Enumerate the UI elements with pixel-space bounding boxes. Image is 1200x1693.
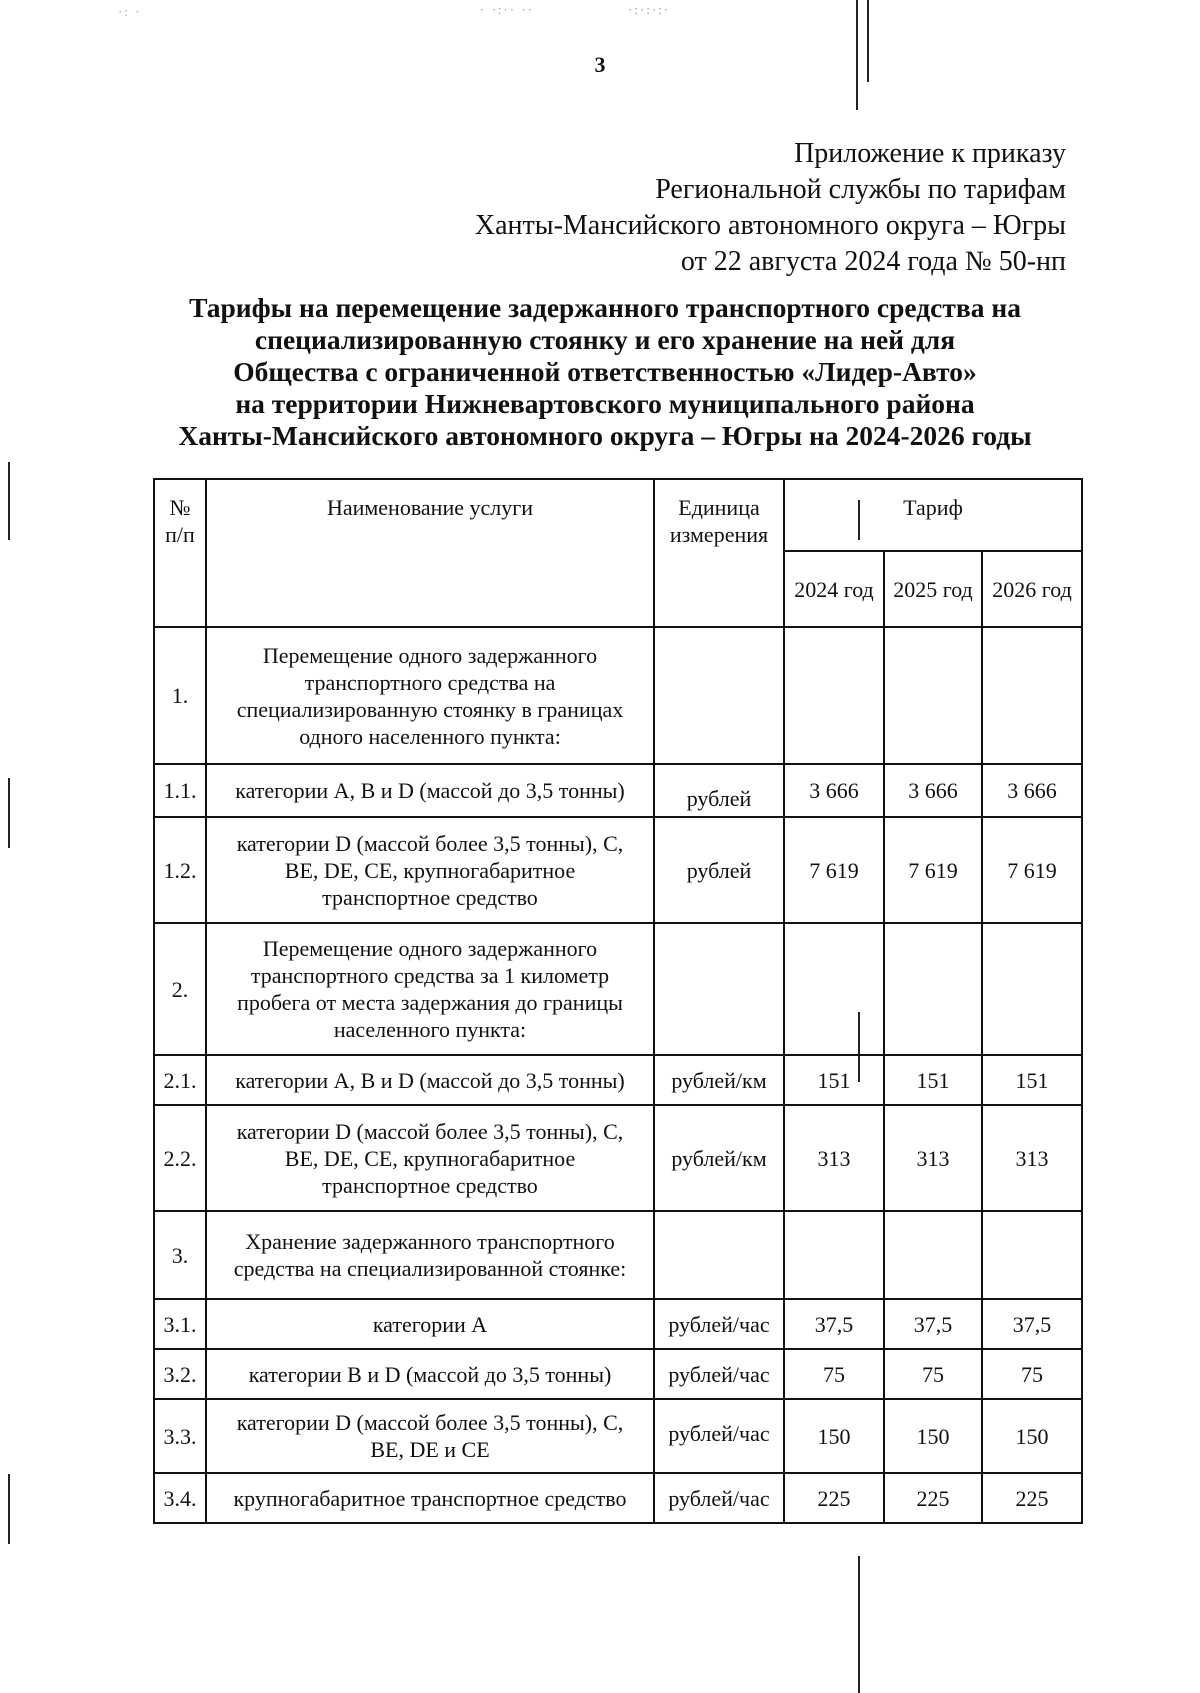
unit-cell (654, 1211, 784, 1299)
header-year: 2026 год (982, 551, 1082, 627)
tariff-value: 151 (982, 1055, 1082, 1105)
unit-cell: рублей/час (654, 1299, 784, 1349)
service-name (206, 1473, 654, 1523)
tariff-value: 150 (982, 1399, 1082, 1473)
header-unit: Единица измерения (654, 479, 784, 627)
document-title (140, 292, 1070, 452)
tariff-table (153, 478, 1083, 1524)
row-number: 3.1. (154, 1299, 206, 1349)
scan-line (8, 1474, 10, 1544)
unit-cell: рублей (654, 764, 784, 817)
service-name-line: категории B и D (массой до 3,5 тонны) (248, 1361, 612, 1387)
appendix-line: Ханты-Мансийского автономного округа – Югры (474, 210, 1066, 241)
tariff-value: 7 619 (884, 817, 982, 923)
service-name-line: одного населенного пункта: (299, 723, 561, 749)
tariff-value (982, 627, 1082, 764)
tariff-value: 151 (884, 1055, 982, 1105)
appendix-header (306, 136, 1066, 280)
tariff-value: 7 619 (982, 817, 1082, 923)
tariff-value: 313 (884, 1105, 982, 1211)
tariff-value: 75 (784, 1349, 884, 1399)
table-row (154, 817, 1082, 923)
service-name (206, 1055, 654, 1105)
service-name-line: транспортного средства на (304, 669, 556, 695)
unit-cell: рублей/час (654, 1399, 784, 1473)
tariff-value: 151 (784, 1055, 884, 1105)
tariff-value (982, 1211, 1082, 1299)
tariff-value: 37,5 (982, 1299, 1082, 1349)
tariff-value (884, 627, 982, 764)
tariff-value: 3 666 (784, 764, 884, 817)
service-name-line: категории D (массой более 3,5 тонны), C, (236, 830, 624, 856)
table-row (154, 1349, 1082, 1399)
table-row (154, 1299, 1082, 1349)
service-name-line: пробега от места задержания до границы (237, 990, 623, 1015)
header-num: № п/п (154, 479, 206, 627)
tariff-value: 150 (784, 1399, 884, 1473)
service-name-line: категории A, B и D (массой до 3,5 тонны) (235, 1067, 625, 1093)
table-row (154, 923, 1082, 1055)
scan-line (8, 778, 10, 848)
header-name: Наименование услуги (206, 479, 654, 627)
tariff-value: 7 619 (784, 817, 884, 923)
row-number: 3.2. (154, 1349, 206, 1399)
service-name (206, 1211, 654, 1299)
appendix-line: Приложение к приказу (794, 138, 1066, 169)
tariff-value (784, 1211, 884, 1299)
tariff-value: 3 666 (884, 764, 982, 817)
table-row (154, 1211, 1082, 1299)
tariff-value: 75 (884, 1349, 982, 1399)
service-name-line: средства на специализированной стоянке: (233, 1256, 627, 1281)
tariff-value: 313 (784, 1105, 884, 1211)
header-year: 2024 год (784, 551, 884, 627)
service-name-line: Хранение задержанного транспортного (245, 1229, 615, 1254)
service-name-line: BE, DE, CE, крупногабаритное (284, 857, 576, 883)
appendix-line: от 22 августа 2024 года № 50-нп (680, 246, 1066, 277)
service-name-line: крупногабаритное транспортное средство (233, 1485, 627, 1511)
service-name-line: Перемещение одного задержанного (262, 642, 598, 668)
unit-cell (654, 923, 784, 1055)
table-row (154, 1399, 1082, 1473)
tariff-value (982, 923, 1082, 1055)
service-name-line: транспортное средство (322, 884, 538, 910)
service-name-line: транспортное средство (322, 1172, 538, 1198)
tariff-value: 37,5 (784, 1299, 884, 1349)
service-name-line: населенного пункта: (333, 1017, 527, 1042)
tariff-table-body (154, 627, 1082, 1523)
tariff-value: 225 (884, 1473, 982, 1523)
service-name-line: транспортного средства за 1 километр (250, 963, 610, 988)
row-number: 2.2. (154, 1105, 206, 1211)
row-number: 1.1. (154, 764, 206, 817)
header-year: 2025 год (884, 551, 982, 627)
tariff-value: 225 (784, 1473, 884, 1523)
title-line: специализированную стоянку и его хранение на ней для (254, 324, 956, 355)
table-row (154, 627, 1082, 764)
unit-cell: рублей (654, 817, 784, 923)
service-name (206, 1299, 654, 1349)
table-row (154, 1055, 1082, 1105)
title-line: Ханты-Мансийского автономного округа – Югры на 2024-2026 годы (178, 420, 1032, 451)
service-name (206, 923, 654, 1055)
service-name-line: BE, DE и CE (370, 1437, 490, 1462)
service-name-line: специализированную стоянку в границах (236, 696, 624, 722)
scan-noise: · ·:·· ·· (480, 2, 535, 17)
service-name (206, 1105, 654, 1211)
tariff-value: 37,5 (884, 1299, 982, 1349)
tariff-value (884, 923, 982, 1055)
tariff-value: 75 (982, 1349, 1082, 1399)
title-line: Тарифы на перемещение задержанного транспортного средства на (189, 292, 1021, 323)
service-name (206, 817, 654, 923)
row-number: 3. (154, 1211, 206, 1299)
service-name-line: категории A (372, 1311, 488, 1337)
service-name-line: Перемещение одного задержанного (262, 936, 598, 961)
unit-cell: рублей/км (654, 1105, 784, 1211)
title-line: Общества с ограниченной ответственностью «Лидер-Авто» (233, 356, 977, 387)
service-name-line: категории D (массой более 3,5 тонны), C, (236, 1410, 624, 1435)
service-name-line: категории D (массой более 3,5 тонны), C, (236, 1118, 624, 1144)
tariff-value: 3 666 (982, 764, 1082, 817)
row-number: 3.3. (154, 1399, 206, 1473)
service-name-line: BE, DE, CE, крупногабаритное (284, 1145, 576, 1171)
appendix-line: Региональной службы по тарифам (655, 174, 1066, 205)
tariff-value: 313 (982, 1105, 1082, 1211)
tariff-value: 225 (982, 1473, 1082, 1523)
service-name (206, 627, 654, 764)
row-number: 2. (154, 923, 206, 1055)
scan-line (858, 1556, 860, 1693)
tariff-value (784, 627, 884, 764)
unit-cell (654, 627, 784, 764)
table-row (154, 1105, 1082, 1211)
tariff-value: 150 (884, 1399, 982, 1473)
service-name (206, 1399, 654, 1473)
scan-line (8, 462, 10, 540)
table-row (154, 764, 1082, 817)
row-number: 1.2. (154, 817, 206, 923)
row-number: 1. (154, 627, 206, 764)
tariff-value (884, 1211, 982, 1299)
scan-noise: ·:·:·:· (628, 2, 671, 17)
table-row (154, 1473, 1082, 1523)
scan-noise: ·: · (118, 4, 142, 19)
row-number: 2.1. (154, 1055, 206, 1105)
unit-cell: рублей/час (654, 1349, 784, 1399)
page-number: 3 (594, 52, 606, 77)
row-number: 3.4. (154, 1473, 206, 1523)
header-tariff: Тариф (784, 479, 1082, 551)
unit-cell: рублей/час (654, 1473, 784, 1523)
service-name-line: категории A, B и D (массой до 3,5 тонны) (235, 778, 625, 803)
title-line: на территории Нижневартовского муниципального района (235, 388, 975, 419)
service-name (206, 764, 654, 817)
unit-cell: рублей/км (654, 1055, 784, 1105)
service-name (206, 1349, 654, 1399)
tariff-value (784, 923, 884, 1055)
